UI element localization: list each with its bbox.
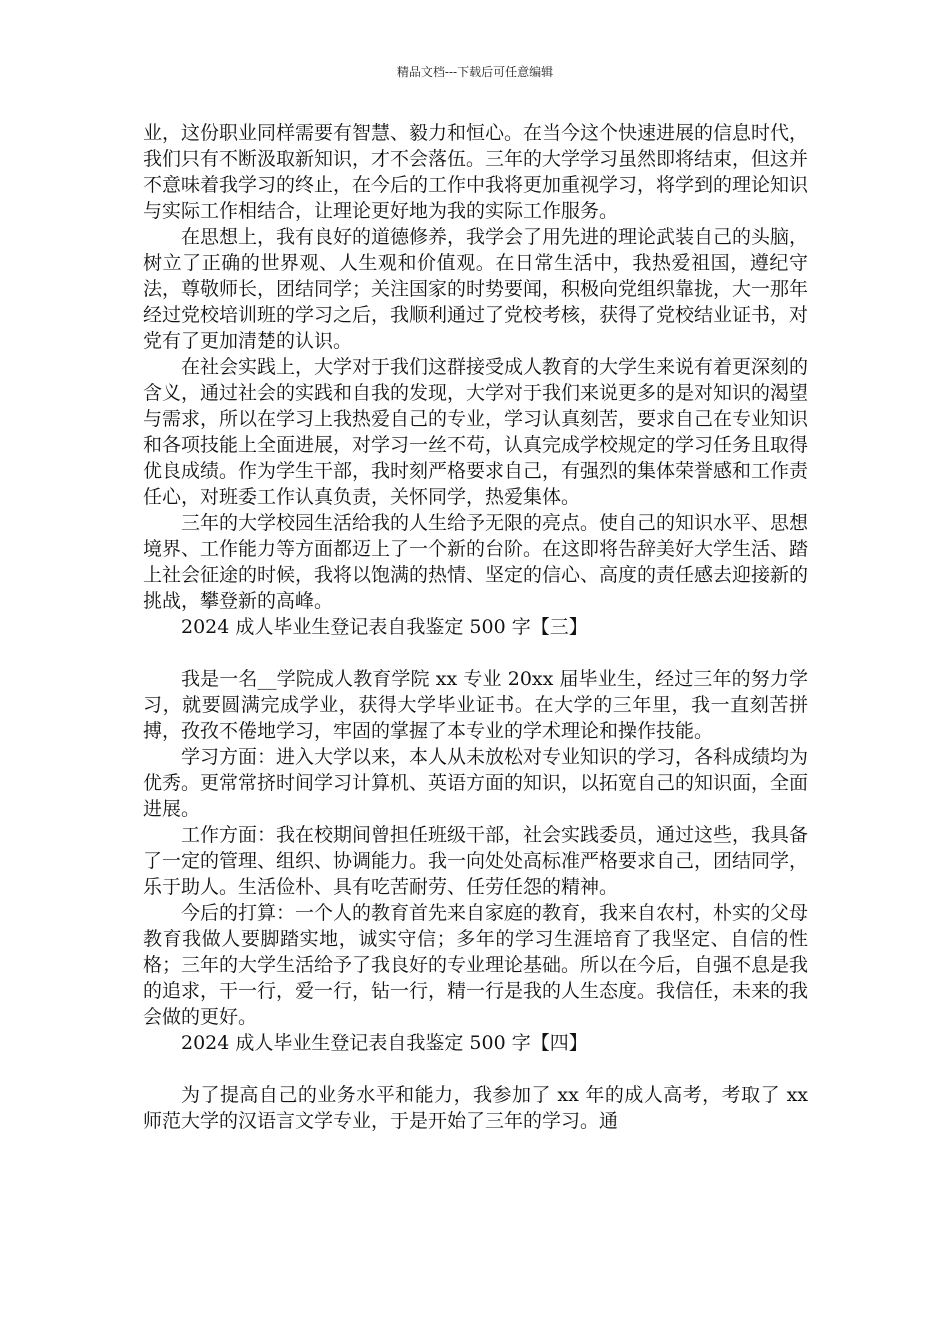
paragraph-ideology: 在思想上，我有良好的道德修养，我学会了用先进的理论武装自己的头脑，树立了正确的世界观、人生观和价值观。在日常生活中，我热爱祖国，遵纪守法，尊敬师长，团结同学；关注国家的时势要闻，积极向党组织靠拢，大一那年经过党校培训班的学习之后，我顺利通过了党校考核，获得了党校结业证书，对党有了更加清楚的认识。 (143, 226, 809, 352)
paragraph-social-practice: 在社会实践上，大学对于我们这群接受成人教育的大学生来说有着更深刻的含义，通过社会的实践和自我的发现，大学对于我们来说更多的是对知识的渴望与需求，所以在学习上我热爱自己的专业，学习认真刻苦，要求自己在专业知识和各项技能上全面进展，对学习一丝不苟，认真完成学校规定的学习任务且取得优良成绩。作为学生干部，我时刻严格要求自己，有强烈的集体荣誉感和工作责任心，对班委工作认真负责，关怀同学，热爱集体。 (143, 356, 809, 508)
paragraph-adult-exam: 为了提高自己的业务水平和能力，我参加了 xx 年的成人高考，考取了 xx 师范大学的汉语言文学专业，于是开始了三年的学习。通 (143, 1084, 808, 1132)
paragraph-introduction: 我是一名__学院成人教育学院 xx 专业 20xx 届毕业生，经过三年的努力学习，就要圆满完成学业，获得大学毕业证书。在大学的三年里，我一直刻苦拼搏，孜孜不倦地学习，牢固的掌握了本专业的学术理论和操作技能。 (143, 668, 808, 742)
page-header: 精品文档---下载后可任意编辑 (396, 65, 554, 79)
paragraph-future-plans: 今后的打算：一个人的教育首先来自家庭的教育，我来自农村，朴实的父母教育我做人要脚踏实地，诚实守信；多年的学习生涯培育了我坚定、自信的性格；三年的大学生活给予了我良好的专业理论基础。所以在今后，自强不息是我的追求，干一行，爱一行，钻一行，精一行是我的人生态度。我信任，未来的我会做的更好。 (143, 902, 809, 1028)
section-heading-three: 2024 成人毕业生登记表自我鉴定 500 字【三】 (181, 616, 588, 638)
document-body (143, 120, 808, 1134)
section-heading-four: 2024 成人毕业生登记表自我鉴定 500 字【四】 (181, 1032, 588, 1054)
paragraph-study: 学习方面：进入大学以来，本人从未放松对专业知识的学习，各科成绩均为优秀。更常常挤时间学习计算机、英语方面的知识，以拓宽自己的知识面，全面进展。 (143, 746, 809, 820)
paragraph-campus-life: 三年的大学校园生活给我的人生给予无限的亮点。使自己的知识水平、思想境界、工作能力等方面都迈上了一个新的台阶。在这即将告辞美好大学生活、踏上社会征途的时候，我将以饱满的热情、坚定的信心、高度的责任感去迎接新的挑战，攀登新的高峰。 (143, 512, 809, 612)
paragraph-work: 工作方面：我在校期间曾担任班级干部，社会实践委员，通过这些，我具备了一定的管理、组织、协调能力。我一向处处高标准严格要求自己，团结同学，乐于助人。生活俭朴、具有吃苦耐劳、任劳任怨的精神。 (143, 824, 809, 898)
paragraph-continued: 业，这份职业同样需要有智慧、毅力和恒心。在当今这个快速进展的信息时代，我们只有不断汲取新知识，才不会落伍。三年的大学学习虽然即将结束，但这并不意味着我学习的终止，在今后的工作中我将更加重视学习，将学到的理论知识与实际工作相结合，让理论更好地为我的实际工作服务。 (143, 122, 809, 222)
